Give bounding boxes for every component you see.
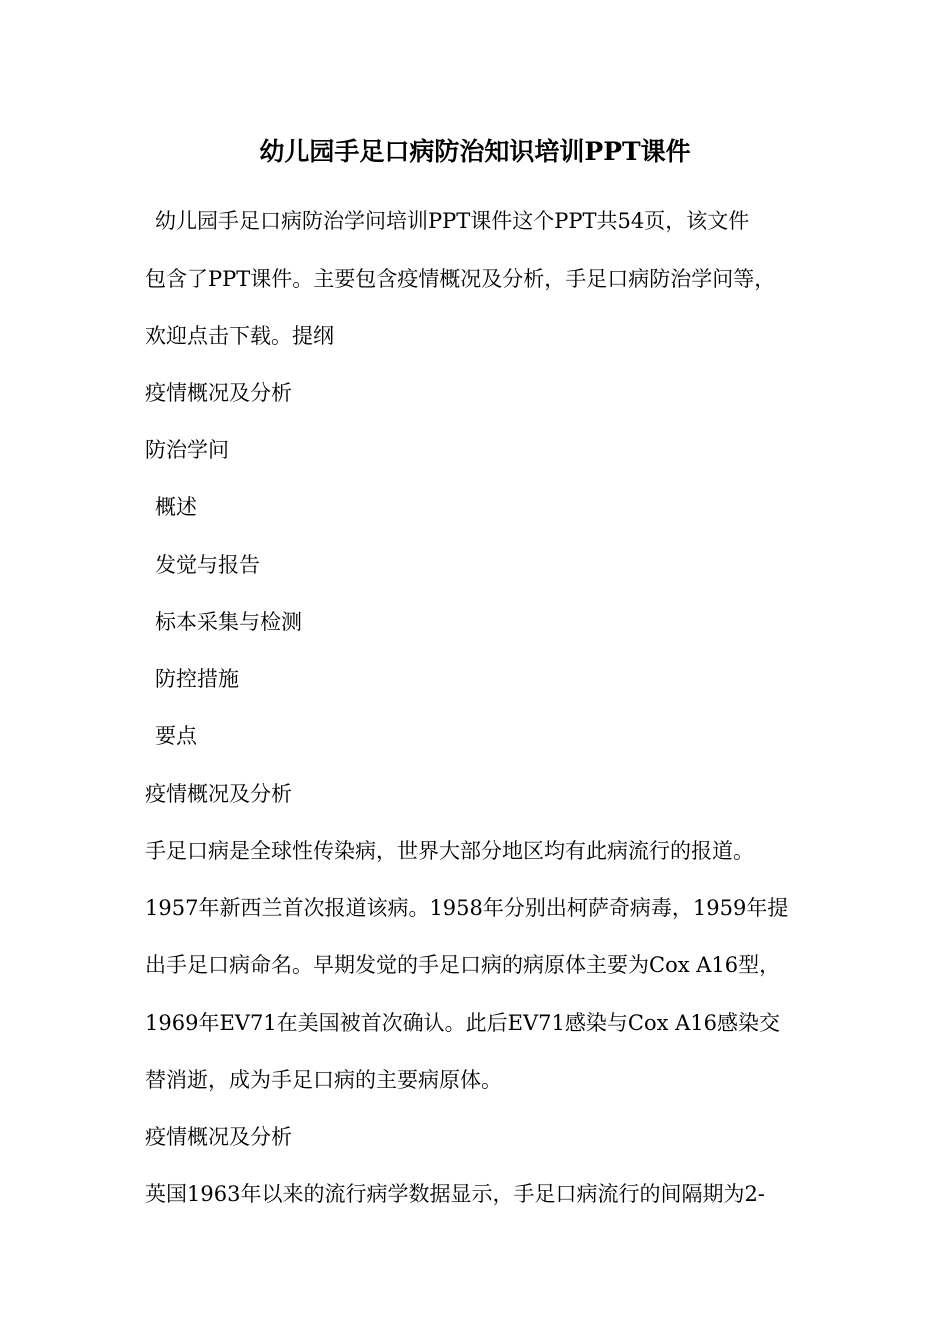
paragraph-line: 手足口病是全球性传染病，世界大部分地区均有此病流行的报道。 xyxy=(145,839,754,863)
paragraph-line: 替消逝，成为手足口病的主要病原体。 xyxy=(145,1068,502,1092)
outline-heading: 防治学问 xyxy=(145,438,229,462)
document-title: 幼儿园手足口病防治知识培训PPT课件 xyxy=(259,137,691,166)
outline-subitem: 标本采集与检测 xyxy=(155,610,302,634)
outline-subitem: 发觉与报告 xyxy=(155,553,260,577)
paragraph-line: 包含了PPT课件。主要包含疫情概况及分析，手足口病防治学问等， xyxy=(145,267,776,291)
outline-subitem: 要点 xyxy=(155,724,197,748)
outline-subitem: 防控措施 xyxy=(155,667,239,691)
section-heading: 疫情概况及分析 xyxy=(145,1125,292,1149)
paragraph-line: 幼儿园手足口病防治学问培训PPT课件这个PPT共54页，该文件 xyxy=(155,209,750,233)
section-heading: 疫情概况及分析 xyxy=(145,782,292,806)
paragraph-line: 1957年新西兰首次报道该病。1958年分别出柯萨奇病毒，1959年提 xyxy=(145,896,789,920)
paragraph-line: 1969年EV71在美国被首次确认。此后EV71感染与Cox A16感染交 xyxy=(145,1011,780,1035)
outline-subitem: 概述 xyxy=(155,495,197,519)
paragraph-line: 出手足口病命名。早期发觉的手足口病的病原体主要为Cox A16型， xyxy=(145,953,781,977)
outline-heading: 疫情概况及分析 xyxy=(145,381,292,405)
paragraph-line: 英国1963年以来的流行病学数据显示，手足口病流行的间隔期为2- xyxy=(145,1182,765,1206)
paragraph-line: 欢迎点击下载。提纲 xyxy=(145,324,334,348)
